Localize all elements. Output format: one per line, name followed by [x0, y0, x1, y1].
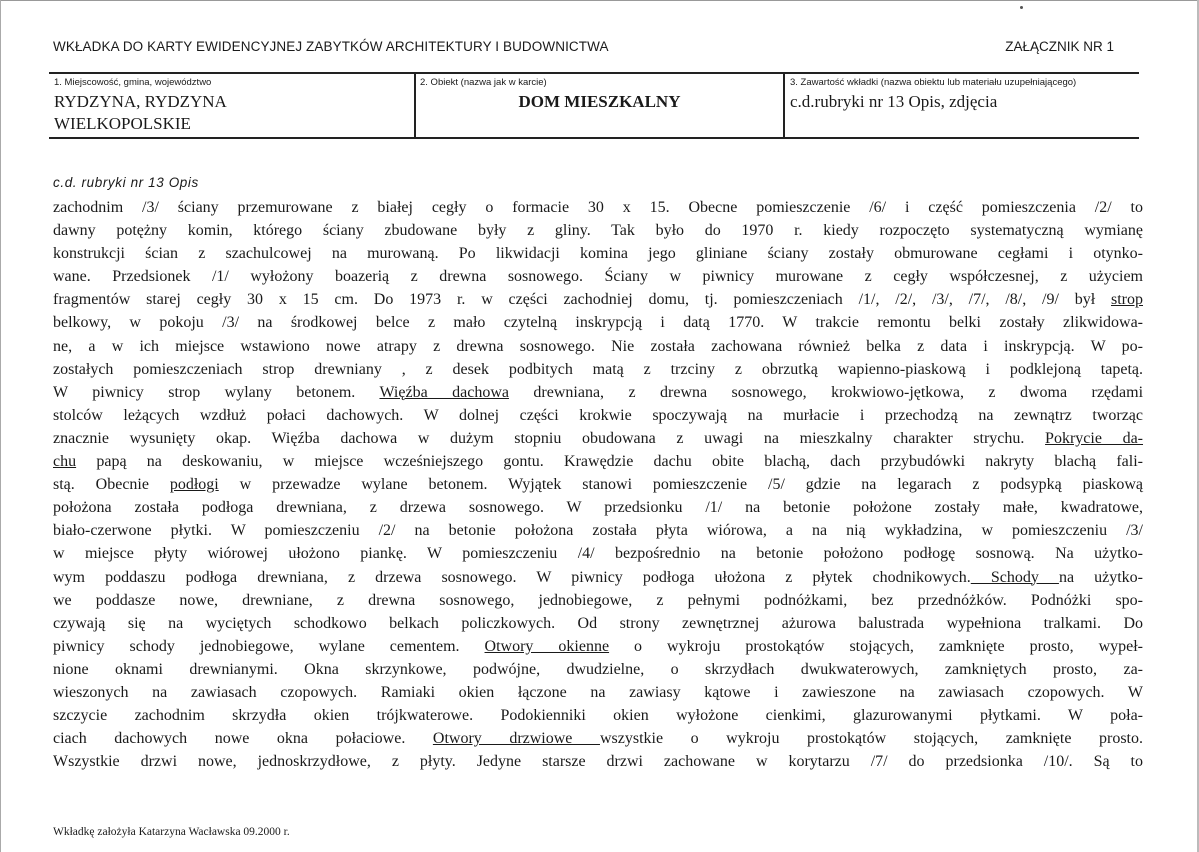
- underlined-term: Otwory okienne: [484, 637, 610, 655]
- text-run: Wszystkie drzwi nowe, jednoskrzydłowe, z płyty. Jedyne starsze drzwi zachowane w korytarzu /7/ do przedsionka /10/. Są to: [53, 753, 1143, 771]
- text-run: stolców leżących wzdłuż połaci dachowych. W dolnej części krokwie spoczywają na murłacie i przechodzą na zewnątrz tworząc: [53, 406, 1143, 424]
- text-run: czywają się na wyciętych schodkowo belkach policzkowych. Od strony zewnętrznej ażurowa balustrada wypełniona tralkami. Do: [53, 614, 1143, 632]
- text-run: konstrukcji ścian z szachulcowej na murowaną. Po likwidacji komina jego gliniane ściany zostały obmurowane cegłami i otynko-: [53, 245, 1143, 263]
- text-run: wszystkie o wykroju prostokątów stojących, zamknięte prosto.: [599, 730, 1143, 748]
- body-line: [53, 311, 1143, 334]
- body-line: [53, 265, 1143, 288]
- text-run: ne, a w ich miejsce wstawiono nowe atrapy z drewna sosnowego. Nie została zachowana również belka z data i inskrypcją. W po-: [53, 337, 1143, 355]
- text-run: na użytko-: [1058, 568, 1144, 586]
- text-run: wym poddaszu podłoga drewniana, z drzewa sosnowego. W piwnicy podłoga ułożona z płytek chodnikowych.: [53, 568, 971, 586]
- text-run: papą na deskowaniu, w miejsce wcześniejszego gontu. Krawędzie dachu obite blachą, dach przybudówki nakryty blachą fali-: [76, 453, 1143, 471]
- text-run: nione oknami drewnianymi. Okna skrzynkowe, podwójne, dwudzielne, o skrzydłach dwukwaterowych, zamkniętych prosto, za-: [53, 660, 1143, 678]
- text-run: wieszonych na zawiasach czopowych. Ramiaki okien łączone na zawiasy kątowe i zawieszone na zawiasach czopowych. W: [53, 683, 1143, 701]
- body-line: [53, 589, 1143, 612]
- continuation-heading: c.d. rubryki nr 13 Opis: [53, 175, 199, 190]
- scan-speck: [1020, 6, 1023, 9]
- locality-value: [54, 91, 404, 135]
- text-run: w miejsce płyty wiórowej ułożono piankę. W pomieszczeniu /4/ bezpośrednio na betonie położono podłogę sosnową. Na użytko-: [53, 545, 1143, 563]
- object-label: 2. Obiekt (nazwa jak w karcie): [420, 77, 547, 88]
- text-run: zostałych pomieszczeniach strop drewniany , z desek podbitych matą z trzciny z obrzutką wapienno-piaskową i podklejoną tapetą.: [53, 360, 1143, 378]
- body-line: [53, 658, 1143, 681]
- text-run: stą. Obecnie: [53, 476, 170, 494]
- annex-number: ZAŁĄCZNIK NR 1: [1005, 39, 1114, 54]
- body-line: [53, 542, 1143, 565]
- form-grid-divider-2: [783, 72, 785, 139]
- body-line: [53, 404, 1143, 427]
- body-line: [53, 704, 1143, 727]
- text-run: ciach dachowych nowe okna połaciowe.: [53, 730, 433, 748]
- underlined-term: chu: [53, 453, 77, 471]
- text-run: o wykroju prostokątów stojących, zamknięte prosto, wypeł-: [609, 637, 1144, 655]
- locality-label: 1. Miejscowość, gmina, województwo: [54, 77, 212, 88]
- locality-line-1: RYDZYNA, RYDZYNA: [54, 92, 227, 111]
- underlined-term: Więźba dachowa: [379, 383, 509, 401]
- body-line: [53, 681, 1143, 704]
- locality-line-2: WIELKOPOLSKIE: [54, 114, 191, 133]
- description-body: [53, 196, 1143, 773]
- body-line: [53, 473, 1143, 496]
- body-line: [53, 566, 1143, 589]
- text-run: wane. Przedsionek /1/ wyłożony boazerią z drewna sosnowego. Ściany w piwnicy murowane z cegły współczesnej, z użyciem: [53, 268, 1143, 286]
- text-run: biało-czerwone płytki. W pomieszczeniu /2/ na betonie położona została płyta wiórowa, a na nią wykładzina, w pomieszczeniu /3/: [53, 522, 1143, 540]
- contents-value: c.d.rubryki nr 13 Opis, zdjęcia: [790, 92, 998, 111]
- body-line: [53, 335, 1143, 358]
- form-grid-top-rule: [49, 72, 1139, 74]
- body-line: [53, 381, 1143, 404]
- text-run: szczycie zachodnim skrzydła okien trójkwaterowe. Podokienniki okien wyłożone cienkimi, glazurowanymi płytkami. W poła-: [53, 707, 1143, 725]
- body-line: [53, 242, 1143, 265]
- underlined-term: Schody: [970, 568, 1059, 586]
- text-run: belkowy, w pokoju /3/ na środkowej belce z mało czytelną inskrypcją i datą 1770. W trakcie remontu belki zostały zlikwidowa-: [53, 314, 1143, 332]
- text-run: w przewadze wylane betonem. Wyjątek stanowi pomieszczenie /5/ gdzie na legarach z podsypką piaskową: [218, 476, 1144, 494]
- text-run: W piwnicy strop wylany betonem.: [53, 383, 380, 401]
- underlined-term: Otwory drzwiowe: [432, 730, 600, 748]
- text-run: zachodnim /3/ ściany przemurowane z białej cegły o formacie 30 x 15. Obecne pomieszczenie /6/ i część pomieszczenia /2/ to: [53, 199, 1143, 216]
- underlined-term: Pokrycie da-: [1045, 429, 1143, 447]
- text-run: dawny potężny komin, którego ściany zbudowane były z gliny. Tak było do 1970 r. kiedy rozpoczęto systematyczną wymianę: [53, 222, 1143, 240]
- body-line: [53, 635, 1143, 658]
- underlined-term: strop: [1111, 291, 1143, 309]
- text-run: znacznie wysunięty okap. Więźba dachowa w dużym stopniu obudowana z uwagi na mieszkalny charakter strychu.: [53, 429, 1046, 447]
- body-line: [53, 288, 1143, 311]
- form-title: WKŁADKA DO KARTY EWIDENCYJNEJ ZABYTKÓW ARCHITEKTURY I BUDOWNICTWA: [53, 39, 609, 54]
- text-run: fragmentów starej cegły 30 x 15 cm. Do 1973 r. w części zachodniej domu, tj. pomieszczeniach /1/, /2/, /3/, /7/, /8/, /9/ był: [53, 291, 1111, 309]
- text-run: piwnicy schody jednobiegowe, wylane cementem.: [53, 637, 485, 655]
- text-run: drewniana, z drewna sosnowego, krokwiowo-jętkowa, z dwoma rzędami: [508, 383, 1144, 401]
- page-edge-left: [0, 0, 1, 852]
- body-line: [53, 496, 1143, 519]
- body-line: [53, 219, 1143, 242]
- body-line: [53, 727, 1143, 750]
- page-edge-top: [0, 0, 1199, 1]
- contents-label: 3. Zawartość wkładki (nazwa obiektu lub materiału uzupełniającego): [790, 77, 1077, 88]
- underlined-term: podłogi: [169, 476, 219, 494]
- form-grid-bottom-rule: [49, 137, 1139, 139]
- body-line: [53, 450, 1143, 473]
- body-line: [53, 196, 1143, 219]
- body-line: [53, 612, 1143, 635]
- text-run: położona została podłoga drewniana, z drzewa sosnowego. W przedsionku /1/ na betonie położone zostały małe, kwadratowe,: [53, 499, 1143, 517]
- body-line: [53, 750, 1143, 773]
- body-line: [53, 519, 1143, 542]
- footer-note: Wkładkę założyła Katarzyna Wacławska 09.2000 r.: [53, 826, 290, 838]
- body-line: [53, 427, 1143, 450]
- body-line: [53, 358, 1143, 381]
- text-run: we poddasze nowe, drewniane, z drewna sosnowego, jednobiegowe, z pełnymi podnóżkami, bez przednóżków. Podnóżki spo-: [53, 591, 1143, 609]
- object-value: DOM MIESZKALNY: [518, 92, 681, 111]
